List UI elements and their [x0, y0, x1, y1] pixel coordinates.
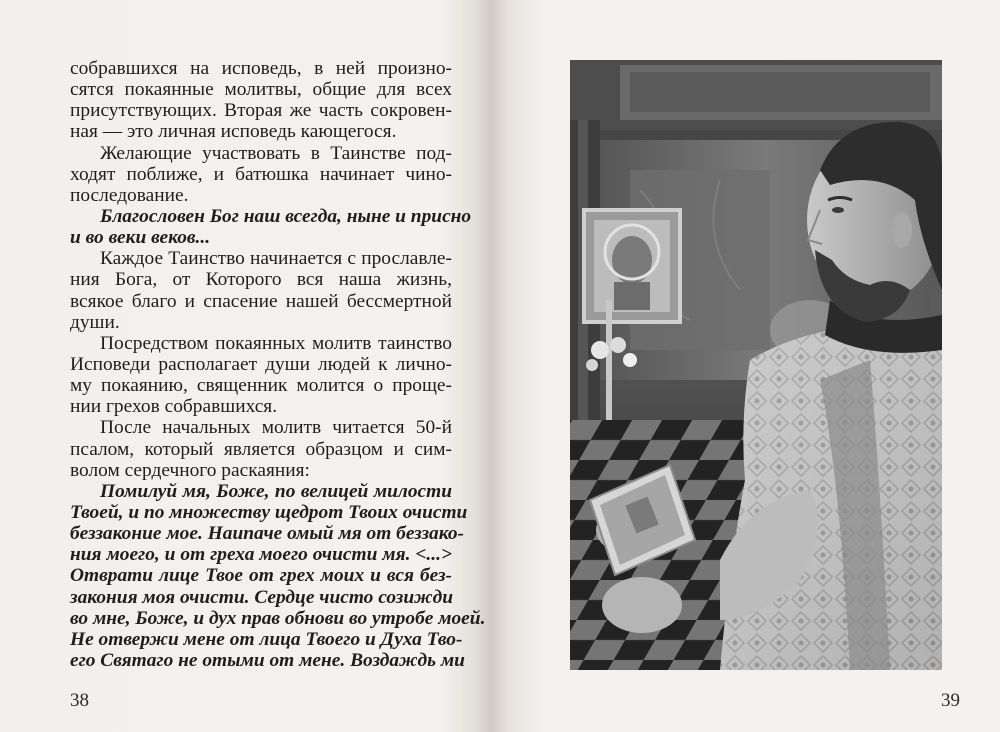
text-line: Каждое Таинство начинается с прославле-	[100, 248, 452, 270]
psalm-line: беззаконие мое. Наипаче омый мя от беззако-	[70, 523, 464, 545]
text-line: последование.	[70, 184, 189, 206]
text-line: Желающие участвовать в Таинстве под-	[100, 142, 452, 164]
text-line: присутствующих. Вторая же часть сокровен-	[70, 100, 452, 122]
text-line: души.	[70, 311, 120, 333]
text-line: ная — это личная исповедь кающегося.	[70, 121, 397, 143]
text-line: псалом, который является образцом и сим-	[70, 438, 452, 460]
psalm-line: ния моего, и от греха моего очисти мя. <...>	[70, 544, 452, 566]
text-line: собравшихся на исповедь, в ней произно-	[70, 58, 452, 79]
prayer-line: Благословен Бог наш всегда, ныне и присно	[100, 205, 472, 227]
right-page	[508, 0, 1000, 732]
psalm-line: Твоей, и по множеству щедрот Твоих очисти	[70, 501, 468, 523]
psalm-line: Отврати лице Твое от грех моих и вся без-	[70, 565, 452, 587]
psalm-line: закония моя очисти. Сердце чисто созижди	[70, 586, 454, 608]
text-line: нии грехов собравшихся.	[70, 396, 278, 418]
priest-photo	[570, 60, 942, 670]
body-text	[70, 58, 486, 671]
text-line: Посредством покаянных молитв таинство	[100, 332, 452, 354]
page-number: 38	[70, 690, 89, 711]
psalm-line: Не отвержи мене от лица Твоего и Духа Тво-	[70, 628, 463, 650]
text-line: всякое благо и спасение нашей бессмертной	[70, 290, 452, 312]
text-line: волом сердечного раскаяния:	[70, 459, 310, 481]
text-line: ния Бога, от Которого вся наша жизнь,	[70, 269, 452, 291]
text-line: му покаянию, священник молится о проще-	[70, 375, 452, 397]
page-number: 39	[941, 690, 960, 711]
photo-illustration	[570, 60, 942, 670]
left-page	[0, 0, 492, 732]
psalm-line: Помилуй мя, Боже, по велицей милости	[100, 480, 452, 502]
prayer-line: и во веки веков...	[70, 227, 211, 249]
text-line: сятся покаянные молитвы, общие для всех	[70, 79, 452, 101]
text-line: ходят поближе, и батюшка начинает чино-	[70, 163, 452, 185]
text-line: Исповеди располагает души людей к лично-	[70, 353, 452, 375]
psalm-line: его Святаго не отыми от мене. Воздаждь ми	[70, 649, 465, 671]
text-line: После начальных молитв читается 50-й	[100, 417, 452, 439]
psalm-line: во мне, Боже, и дух прав обнови во утробе моей.	[70, 607, 486, 629]
